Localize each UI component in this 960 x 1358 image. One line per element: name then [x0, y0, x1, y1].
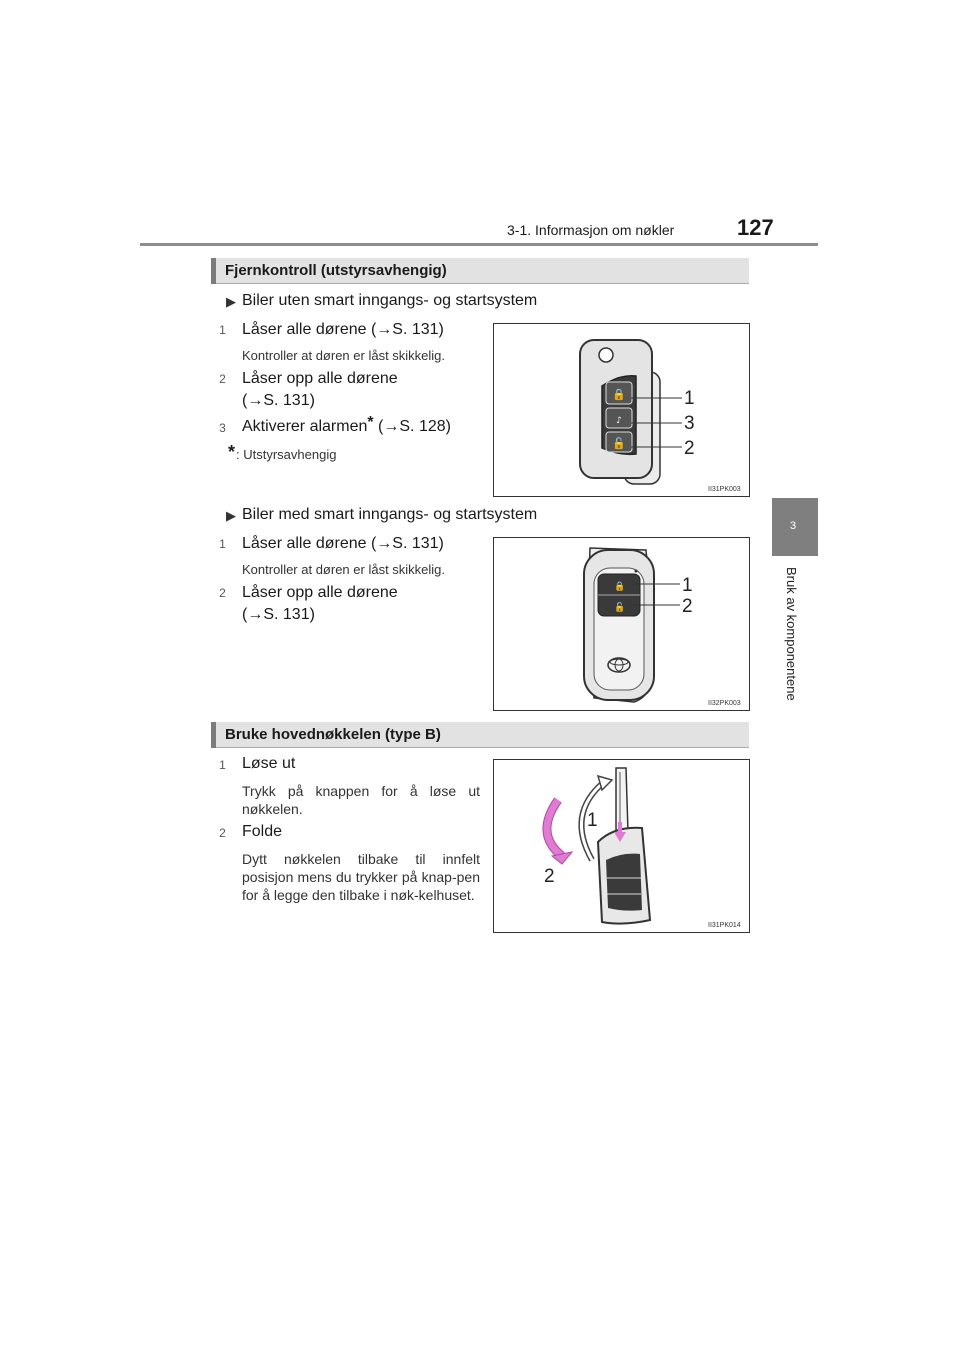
item-title: Folde — [242, 823, 283, 840]
item-number: 2 — [219, 826, 226, 840]
item-text — [242, 414, 451, 436]
svg-text:🔒: 🔒 — [614, 582, 626, 592]
figure-code: II31PK014 — [708, 922, 741, 929]
triangle-bullet-icon: ▶ — [226, 294, 236, 309]
subheading: Biler uten smart inngangs- og startsystem — [242, 292, 538, 309]
section-bar-accent — [211, 258, 216, 284]
item-number: 1 — [219, 537, 226, 551]
callout-label: 2 — [682, 596, 693, 617]
callout-label: 3 — [684, 413, 695, 434]
flip-key-illustration — [494, 324, 749, 496]
section-bar-accent — [211, 722, 216, 748]
callout-label: 1 — [587, 810, 598, 831]
item-ref: (→S. 128) — [373, 418, 451, 435]
item-text-cont: (→S. 131) — [242, 392, 315, 409]
footnote-mark: * — [228, 442, 236, 462]
item-title: Løse ut — [242, 755, 296, 772]
item-text: Låser opp alle dørene — [242, 584, 398, 601]
figure-smart-key — [493, 537, 750, 711]
section-title: Fjernkontroll (utstyrsavhengig) — [225, 262, 447, 279]
callout-label: 2 — [684, 438, 695, 459]
svg-text:♪: ♪ — [616, 416, 622, 426]
callout-label: 1 — [682, 575, 693, 596]
section-title: Bruke hovednøkkelen (type B) — [225, 726, 441, 743]
item-number: 3 — [219, 421, 226, 435]
svg-text:🔒: 🔒 — [612, 388, 626, 401]
chapter-number: 3 — [790, 520, 797, 532]
item-number: 2 — [219, 372, 226, 386]
figure-code: II31PK003 — [708, 486, 741, 493]
item-text: Låser alle dørene (→S. 131) — [242, 535, 444, 552]
figure-flip-key — [493, 323, 750, 497]
page-number: 127 — [737, 215, 774, 240]
item-text-cont: (→S. 131) — [242, 606, 315, 623]
item-text: Låser alle dørene (→S. 131) — [242, 321, 444, 338]
item-number: 1 — [219, 758, 226, 772]
figure-code: II32PK003 — [708, 700, 741, 707]
asterisk-mark: * — [367, 414, 374, 431]
callout-label: 2 — [544, 866, 555, 887]
item-body: Trykk på knappen for å løse ut nøkkelen. — [242, 783, 480, 817]
smart-key-illustration — [494, 538, 749, 710]
item-body: Dytt nøkkelen tilbake til innfelt posisjon mens du trykker på knap-pen for å legge den tilbake i nøk-kelhuset. — [242, 851, 480, 903]
triangle-bullet-icon: ▶ — [226, 508, 236, 523]
item-note: Kontroller at døren er låst skikkelig. — [242, 562, 446, 577]
section-bar-remote — [211, 258, 749, 284]
svg-text:🔓: 🔓 — [612, 437, 626, 450]
item-number: 2 — [219, 586, 226, 600]
chapter-label — [784, 567, 804, 727]
section-bar-master-key — [211, 722, 749, 748]
subheading: Biler med smart inngangs- og startsystem — [242, 506, 538, 523]
header-rule — [140, 243, 818, 246]
callout-label: 1 — [684, 388, 695, 409]
item-text-main: Aktiverer alarmen — [242, 418, 368, 435]
chapter-label-text: Bruk av komponentene — [784, 567, 799, 701]
master-key-illustration — [494, 760, 749, 932]
item-number: 1 — [219, 323, 226, 337]
header-section-title: 3-1. Informasjon om nøkler — [507, 222, 675, 238]
figure-master-key — [493, 759, 750, 933]
item-note: Kontroller at døren er låst skikkelig. — [242, 348, 446, 363]
svg-text:🔓: 🔓 — [614, 603, 626, 613]
item-text: Låser opp alle dørene — [242, 370, 398, 387]
footnote: : Utstyrsavhengig — [236, 447, 337, 462]
